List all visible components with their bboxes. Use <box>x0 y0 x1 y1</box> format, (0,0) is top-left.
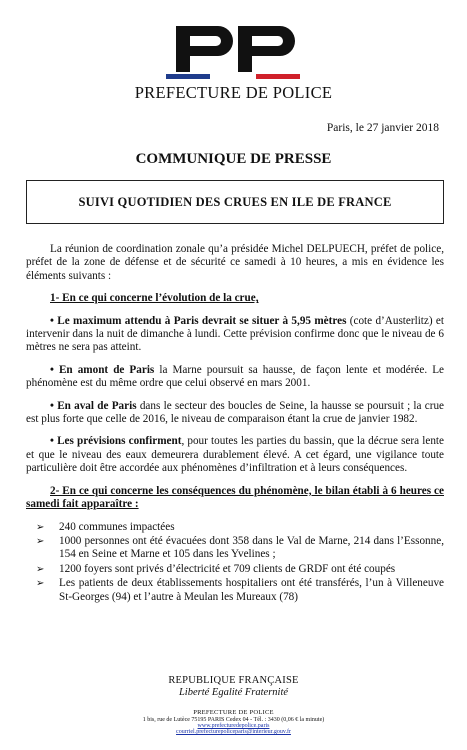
list-item: ➢ 1200 foyers sont privés d’électricité et 709 clients de GRDF ont été coupés <box>36 562 396 575</box>
list-item: ➢ Les patients de deux établissements hospitaliers ont été transférés, l’un à Villeneuve St-Georges (94) et l’autre à Meulan les Mureaux (78) <box>36 577 444 603</box>
item-text: la Marne poursuit sa hausse, de façon lente et modérée. Le phénomène est du même ordre que celui observé en mars 2001. <box>26 363 445 390</box>
press-release-body <box>26 243 444 605</box>
item-lead: Les prévisions confirment <box>57 435 182 448</box>
document-title-text: SUIVI QUOTIDIEN DES CRUES EN ILE DE FRANCE <box>78 194 392 209</box>
item-lead: Le maximum attendu à Paris devrait se situer à 5,95 mètres <box>57 314 347 327</box>
bullet: • <box>50 399 54 412</box>
document-title <box>26 180 444 224</box>
section-1-item <box>26 400 444 427</box>
national-motto: Liberté Egalité Fraternité <box>178 687 289 698</box>
item-text: (cote d’Austerlitz) et intervenir dans la nuit de dimanche à lundi. Cette prévision confirme donc que le niveau de 6 mètres ne sera pas atteint. <box>26 314 445 354</box>
item-text: dans le secteur des boucles de Seine, la hausse se poursuit ; la crue est plus forte que celle de 2016, le niveau de comparaison étant la crue de janvier 1982. <box>26 399 445 426</box>
section-1-item <box>26 435 444 475</box>
prefecture-de-police-logo <box>166 22 300 82</box>
section-1-item <box>26 364 444 391</box>
item-lead: En amont de Paris <box>58 363 155 376</box>
email-link[interactable]: courriel.prefecturepoliceparis@interieur.gouv.fr <box>176 729 291 735</box>
bullet: • <box>50 363 54 376</box>
republique-francaise: REPUBLIQUE FRANÇAISE <box>168 675 299 686</box>
arrow-bullet-icon: ➢ <box>36 563 45 575</box>
list-item: ➢ 240 communes impactées <box>36 520 175 533</box>
item-lead: En aval de Paris <box>57 399 137 412</box>
footer <box>0 675 467 735</box>
bullet: • <box>50 314 54 327</box>
dateline: Paris, le 27 janvier 2018 <box>326 122 439 134</box>
website-link[interactable]: www.prefecturedepolice.paris <box>197 723 270 729</box>
organization-name: PREFECTURE DE POLICE <box>134 83 333 102</box>
section-2-heading: 2- En ce qui concerne les conséquences du phénomène, le bilan établi à 6 heures ce samedi fait apparaître : <box>26 484 444 511</box>
arrow-bullet-icon: ➢ <box>36 535 45 547</box>
footer-address: 1 bis, rue de Lutèce 75195 PARIS Cedex 04 - Tél. : 3430 (0,06 € la minute) <box>142 717 325 723</box>
item-text: , pour toutes les parties du bassin, que la décrue sera lente et que le niveau des eaux demeurera durablement élevé. A cet égard, une vigilance toute particulière doit être accordée aux phénomènes d’infiltration et à leurs conséquences. <box>26 435 444 475</box>
section-2-list <box>36 521 444 604</box>
arrow-bullet-icon: ➢ <box>36 578 45 590</box>
intro-paragraph: La réunion de coordination zonale qu’a présidée Michel DELPUECH, préfet de police, préfet de la zone de défense et de sécurité ce samedi à 10 heures, a mis en évidence les éléments suivants : <box>26 243 444 282</box>
section-1-item <box>26 315 444 355</box>
list-item: ➢ 1000 personnes ont été évacuées dont 358 dans le Val de Marne, 214 dans l’Essonne, 154 en Seine et Marne et 105 dans les Yvelines ; <box>36 534 444 561</box>
bullet: • <box>50 435 54 448</box>
document-type: COMMUNIQUE DE PRESSE <box>135 151 332 167</box>
footer-organization: PREFECTURE DE POLICE <box>193 709 274 716</box>
section-1-heading: 1- En ce qui concerne l’évolution de la crue, <box>50 292 259 305</box>
arrow-bullet-icon: ➢ <box>36 521 45 533</box>
